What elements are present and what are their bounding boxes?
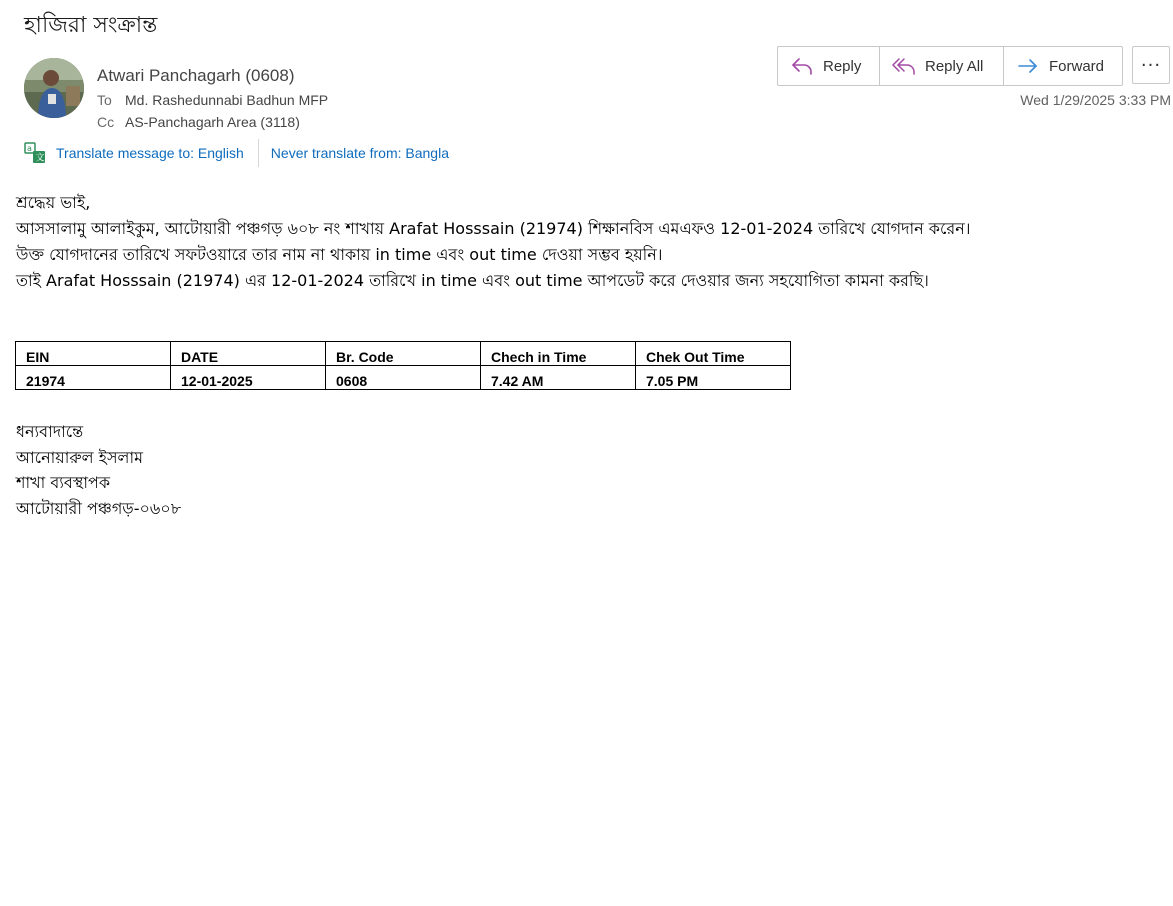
cc-row xyxy=(97,114,300,130)
svg-text:a: a xyxy=(27,144,32,153)
to-recipient[interactable]: Md. Rashedunnabi Badhun MFP xyxy=(125,92,329,108)
table-cell: 21974 xyxy=(16,366,171,390)
svg-text:文: 文 xyxy=(35,153,45,164)
to-label: To xyxy=(97,92,112,108)
translate-divider xyxy=(258,139,259,167)
sender-avatar[interactable] xyxy=(24,58,84,118)
signature-block xyxy=(16,419,181,521)
table-cell: 0608 xyxy=(326,366,481,390)
attendance-table xyxy=(15,341,791,390)
reply-all-label: Reply All xyxy=(925,57,984,75)
forward-icon xyxy=(1016,54,1040,78)
table-row xyxy=(16,366,791,390)
message-body xyxy=(16,190,971,294)
body-line-2: উক্ত যোগদানের তারিখে সফটওয়ারে তার নাম না থাকায় in time এবং out time দেওয়া সম্ভব হয়নি। xyxy=(16,245,663,264)
body-line-3: তাই Arafat Hosssain (21974) এর 12-01-2024 তারিখে in time এবং out time আপডেট করে দেওয়ার জন্য সহযোগিতা কামনা করছি। xyxy=(16,271,929,290)
table-header-cell: EIN xyxy=(16,342,171,366)
table-header-cell: DATE xyxy=(171,342,326,366)
email-subject: হাজিরা সংক্রান্ত xyxy=(24,13,158,38)
table-header-cell: Br. Code xyxy=(326,342,481,366)
translate-message-link[interactable]: Translate message to: English xyxy=(56,145,244,161)
table-header-row xyxy=(16,342,791,366)
cc-label: Cc xyxy=(97,114,115,130)
cc-recipient[interactable]: AS-Panchagarh Area (3118) xyxy=(125,114,300,130)
signature-title: শাখা ব্যবস্থাপক xyxy=(16,473,111,492)
sent-timestamp: Wed 1/29/2025 3:33 PM xyxy=(1020,92,1171,108)
table-cell: 7.42 AM xyxy=(481,366,636,390)
translate-icon xyxy=(24,142,46,164)
more-actions-button[interactable] xyxy=(1132,46,1170,84)
body-greeting: শ্রদ্ধেয় ভাই, xyxy=(16,193,91,212)
reply-all-icon xyxy=(892,54,916,78)
table-cell: 12-01-2025 xyxy=(171,366,326,390)
table-header-cell: Chek Out Time xyxy=(636,342,791,366)
reply-icon xyxy=(790,54,814,78)
message-actions xyxy=(777,46,1123,86)
table-header-cell: Chech in Time xyxy=(481,342,636,366)
reply-all-button[interactable] xyxy=(880,47,1004,85)
to-row xyxy=(97,92,328,108)
never-translate-link[interactable]: Never translate from: Bangla xyxy=(270,145,449,161)
reply-label: Reply xyxy=(823,57,862,75)
signature-closing: ধন্যবাদান্তে xyxy=(16,422,84,441)
signature-name: আনোয়ারুল ইসলাম xyxy=(16,447,143,467)
more-icon: ··· xyxy=(1140,54,1162,76)
body-line-1: আসসালামু আলাইকুম, আটোয়ারী পঞ্চগড় ৬০৮ নং শাখায় Arafat Hosssain (21974) শিক্ষানবিস এমএফও 12-01-2024 তারিখে যোগদান করেন। xyxy=(16,219,971,238)
table-cell: 7.05 PM xyxy=(636,366,791,390)
reply-button[interactable] xyxy=(778,47,880,85)
forward-button[interactable] xyxy=(1004,47,1122,85)
translate-bar xyxy=(24,140,449,166)
forward-label: Forward xyxy=(1049,57,1105,75)
signature-branch: আটোয়ারী পঞ্চগড়-০৬০৮ xyxy=(16,498,182,518)
sender-name[interactable]: Atwari Panchagarh (0608) xyxy=(97,66,295,85)
